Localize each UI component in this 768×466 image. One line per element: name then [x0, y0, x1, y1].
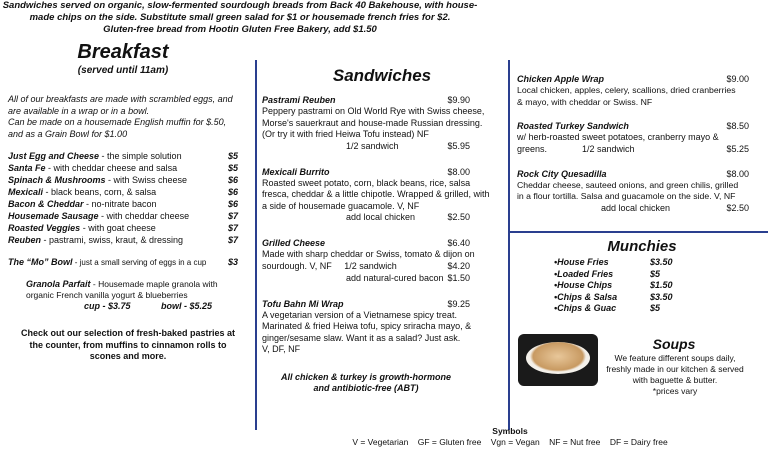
item-desc: - just a small serving of eggs in a cup	[72, 258, 207, 267]
sub-label: 1/2 sandwich	[346, 140, 399, 151]
item-price: $5	[650, 303, 661, 313]
item-price: $6	[227, 199, 238, 209]
item-desc: organic French vanilla yogurt & blueberries	[26, 290, 188, 300]
item-name: Rock City Quesadilla	[517, 168, 607, 179]
item-desc	[517, 85, 749, 108]
breakfast-title: Breakfast	[77, 41, 169, 63]
sub-label: sourdough. V, NF 1/2 sandwich	[262, 260, 397, 271]
item-name: Roasted Turkey Sandwich	[517, 121, 629, 131]
item-desc: - with goat cheese	[80, 223, 156, 233]
note-line: and antibiotic-free (ABT)	[313, 383, 419, 393]
item-desc	[517, 132, 749, 144]
parfait-bowl-price: bowl - $5.25	[161, 301, 213, 311]
note-line-1: Sandwiches served on organic, slow-fermented sourdough breads from Back 40 Bakehouse, with house-	[2, 0, 478, 11]
menu-item-pastrami-reuben	[262, 94, 485, 153]
breakfast-section	[8, 40, 248, 363]
menu-item-grilled-cheese	[262, 237, 475, 285]
list-item	[8, 210, 238, 222]
desc-line: A vegetarian version of a Vietnamese spicy treat.	[262, 309, 457, 320]
item-name: The “Mo” Bowl	[8, 257, 73, 267]
list-item	[8, 222, 238, 234]
menu-item-rock-city-quesadilla	[517, 168, 749, 215]
item-desc: - black beans, corn, & salsa	[43, 187, 157, 197]
item-price: $5	[227, 151, 238, 161]
item-name: •Chips & Guac	[554, 303, 617, 313]
item-name: •Chips & Salsa	[554, 291, 618, 302]
note-line-3: Gluten-free bread from Hootin Gluten Free Bakery, add $1.50	[103, 24, 377, 35]
pastries-line: the counter, from muffins to cinnamon rolls to	[29, 339, 227, 350]
item-price: $6	[227, 187, 238, 197]
desc-line: (Or try it with fried Heiwa Tofu instead) NF	[262, 129, 429, 139]
sandwich-bread-note	[0, 0, 480, 36]
desc-line: w/ herb-roasted sweet potatoes, cranberry mayo &	[517, 132, 719, 142]
munchies-title: Munchies	[607, 238, 677, 255]
intro-line: Can be made on a housemade English muffin for $.50,	[8, 117, 227, 127]
item-name: Housemade Sausage	[8, 211, 99, 221]
pastries-line: Check out our selection of fresh-baked pastries at	[20, 328, 236, 338]
item-name: Reuben	[8, 235, 42, 245]
item-desc: - the simple solution	[99, 151, 182, 161]
soups-section	[600, 336, 760, 397]
sub-price: $4.20	[447, 260, 470, 271]
item-name: Mexicali	[8, 187, 44, 197]
soups-title: Soups	[652, 336, 696, 352]
desc-line: Local chicken, apples, celery, scallions, dried cranberries	[517, 85, 736, 95]
menu-item-chicken-apple-wrap	[517, 73, 749, 108]
desc-line: Marinated & fried Heiwa tofu, spicy sriracha mayo, &	[262, 321, 472, 331]
item-price: $8.00	[447, 166, 470, 177]
item-name: Grilled Cheese	[262, 238, 326, 248]
item-name: Santa Fe	[8, 163, 46, 173]
sub-price: $5.25	[726, 143, 749, 154]
list-item	[8, 150, 238, 162]
desc-line: freshly made in our kitchen & served	[606, 364, 744, 374]
desc-line: a side of housemade guacamole. V, NF	[262, 200, 420, 211]
item-desc: - with Swiss cheese	[105, 175, 188, 185]
pastries-note	[8, 328, 248, 363]
item-name: Just Egg and Cheese	[8, 151, 100, 161]
item-name: •Loaded Fries	[554, 268, 614, 279]
sub-price: $5.95	[447, 140, 470, 151]
desc-line: Peppery pastrami on Old World Rye with Swiss cheese,	[262, 106, 485, 116]
desc-line: Roasted sweet potato, corn, black beans, rice, salsa	[262, 177, 471, 188]
munchies-list	[554, 257, 694, 315]
symbols-legend	[300, 426, 720, 448]
item-name: Pastrami Reuben	[262, 95, 336, 105]
item-name: •House Chips	[554, 280, 613, 290]
desc-line: V, DF, NF	[262, 344, 301, 354]
item-desc: - with cheddar cheese	[98, 211, 190, 221]
item-name: Roasted Veggies	[8, 223, 81, 233]
sandwiches-title: Sandwiches	[332, 66, 432, 85]
item-price: $1.50	[650, 280, 673, 290]
divider-left	[255, 60, 257, 430]
item-desc: - Housemade maple granola with	[90, 279, 218, 289]
menu-item-mexicali-burrito	[262, 166, 490, 225]
item-price: $8.50	[726, 121, 749, 131]
item-price: $9.90	[447, 95, 470, 105]
breakfast-items	[8, 150, 238, 246]
sub-price: $2.50	[726, 202, 749, 213]
item-desc: - pastrami, swiss, kraut, & dressing	[41, 235, 184, 245]
list-item	[554, 292, 694, 304]
list-item	[8, 198, 238, 210]
item-price: $8.00	[726, 168, 749, 179]
item-desc	[262, 310, 470, 356]
desc-line: fresca, cheddar & a little chipotle. Wrapped & grilled, with	[262, 189, 490, 199]
parfait-cup-price: cup - $3.75	[84, 301, 131, 311]
list-item	[8, 234, 238, 246]
item-name: •House Fries	[554, 257, 609, 267]
item-price: $7	[227, 235, 238, 245]
soups-desc	[590, 353, 760, 397]
sub-label: add local chicken	[346, 212, 416, 222]
right-items-section	[517, 73, 749, 215]
item-desc: - no-nitrate bacon	[83, 199, 157, 209]
item-price: $9.25	[447, 298, 470, 309]
desc-line: *prices vary	[652, 386, 698, 396]
desc-line: Morse's sauerkraut and house-made Russian dressing.	[262, 117, 483, 128]
item-name: Mexicali Burrito	[262, 166, 330, 177]
mo-bowl-item	[8, 256, 238, 268]
list-item	[554, 257, 694, 269]
symbols-title: Symbols	[492, 426, 528, 436]
item-price: $7	[227, 223, 238, 233]
item-price: $3.50	[650, 291, 673, 302]
desc-line: We feature different soups daily,	[614, 353, 736, 363]
sub-label: add natural-cured bacon	[346, 272, 444, 283]
breakfast-subtitle: (served until 11am)	[77, 65, 169, 76]
sub-price: $2.50	[447, 212, 470, 222]
item-price: $9.00	[726, 74, 749, 84]
intro-line: and as a Grain Bowl for $1.00	[8, 128, 128, 139]
list-item	[8, 174, 238, 186]
item-name: Granola Parfait	[26, 279, 91, 289]
item-name: Spinach & Mushrooms	[8, 175, 106, 185]
item-price: $6.40	[447, 238, 470, 248]
intro-line: are available in a wrap or in a bowl.	[8, 105, 150, 116]
intro-line: All of our breakfasts are made with scrambled eggs, and	[8, 94, 233, 104]
item-price: $3	[227, 257, 238, 267]
desc-line: & mayo, with cheddar or Swiss. NF	[517, 96, 653, 107]
soup-bowl-icon	[526, 342, 590, 374]
list-item	[554, 303, 694, 315]
item-desc	[262, 177, 490, 213]
desc-line: in a flour tortilla. Salsa and guacamole on the side. V, NF	[517, 191, 736, 201]
soup-bowl-image	[518, 334, 598, 386]
desc-line: ginger/sesame slaw. Want it as a salad? Just ask.	[262, 332, 461, 343]
item-name: Bacon & Cheddar	[8, 199, 84, 209]
item-desc	[262, 249, 475, 261]
note-line-2: made chips on the side. Substitute small green salad for $1 or housemade french fries for $2.	[29, 12, 451, 23]
munchies-section	[520, 238, 750, 315]
item-price: $7	[227, 211, 238, 221]
divider-horizontal	[509, 231, 768, 233]
menu-item-tofu-bahn-mi-wrap	[262, 298, 470, 356]
item-desc: - with cheddar cheese and salsa	[45, 163, 178, 173]
item-price: $6	[227, 175, 238, 185]
note-line: All chicken & turkey is growth-hormone	[280, 371, 452, 382]
item-price: $5	[650, 268, 661, 279]
pastries-line: scones and more.	[89, 351, 167, 361]
divider-right	[508, 60, 510, 430]
symbols-text: V = Vegetarian GF = Gluten free Vgn = Vegan NF = Nut free DF = Dairy free	[352, 437, 668, 447]
chicken-turkey-note	[262, 372, 470, 395]
desc-line: Made with sharp cheddar or Swiss, tomato & dijon on	[262, 249, 475, 259]
item-desc	[262, 106, 485, 141]
sub-label: add local chicken	[601, 202, 671, 213]
breakfast-intro	[8, 94, 248, 140]
menu-item-roasted-turkey-sandwich	[517, 120, 749, 156]
sandwiches-section	[262, 66, 502, 395]
item-desc	[517, 180, 749, 203]
list-item	[554, 269, 694, 281]
sub-label: greens. 1/2 sandwich	[517, 143, 635, 154]
item-price: $5	[227, 163, 238, 173]
parfait-item	[26, 279, 248, 312]
list-item	[554, 280, 694, 292]
desc-line: with baguette & butter.	[632, 375, 718, 385]
list-item	[8, 186, 238, 198]
sub-price: $1.50	[447, 272, 470, 283]
desc-line: Cheddar cheese, sauteed onions, and green chilis, grilled	[517, 179, 739, 190]
list-item	[8, 162, 238, 174]
item-price: $3.50	[650, 257, 673, 267]
item-name: Chicken Apple Wrap	[517, 74, 605, 84]
item-name: Tofu Bahn Mi Wrap	[262, 298, 344, 309]
